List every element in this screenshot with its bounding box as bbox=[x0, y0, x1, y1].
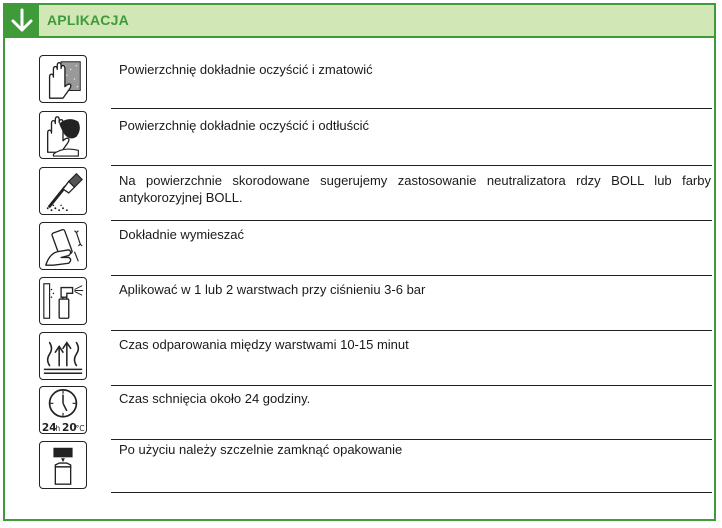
step-text: Po użyciu należy szczelnie zamknąć opakowanie bbox=[119, 442, 403, 457]
row-divider bbox=[111, 439, 712, 440]
application-panel bbox=[3, 3, 716, 521]
row-divider bbox=[111, 385, 712, 386]
step-text: Dokładnie wymieszać bbox=[119, 227, 244, 242]
step-text: Czas schnięcia około 24 godziny. bbox=[119, 391, 311, 406]
step-text: Powierzchnię dokładnie oczyścić i zmatowić bbox=[119, 62, 373, 77]
evaporation-icon bbox=[39, 332, 87, 380]
section-header bbox=[5, 5, 714, 38]
row-divider bbox=[111, 275, 712, 276]
hand-sanding-icon bbox=[39, 55, 87, 103]
brush-rust-icon bbox=[39, 167, 87, 215]
arrow-down-icon bbox=[5, 5, 39, 36]
close-can-icon bbox=[39, 441, 87, 489]
step-text: Aplikować w 1 lub 2 warstwach przy ciśnieniu 3-6 bar bbox=[119, 282, 426, 297]
hand-cloth-icon bbox=[39, 111, 87, 159]
step-text: Na powierzchnie skorodowane sugerujemy zastosowanie neutralizatora rdzy BOLL lub farby antykorozyjnej BOLL. bbox=[119, 173, 711, 205]
step-text: Czas odparowania między warstwami 10-15 minut bbox=[119, 337, 409, 352]
drying-hours: 24 bbox=[41, 422, 57, 433]
clock-drying-icon bbox=[39, 386, 87, 434]
drying-temp: 20 bbox=[62, 422, 77, 433]
row-divider bbox=[111, 108, 712, 109]
drying-temp-unit: °C bbox=[75, 424, 85, 433]
shake-can-icon bbox=[39, 222, 87, 270]
section-title: APLIKACJA bbox=[47, 12, 129, 28]
row-divider bbox=[111, 220, 712, 221]
drying-hours-unit: h bbox=[55, 424, 61, 433]
step-text: Powierzchnię dokładnie oczyścić i odtłuścić bbox=[119, 118, 370, 133]
row-divider bbox=[111, 492, 712, 493]
row-divider bbox=[111, 165, 712, 166]
spray-gun-icon bbox=[39, 277, 87, 325]
row-divider bbox=[111, 330, 712, 331]
